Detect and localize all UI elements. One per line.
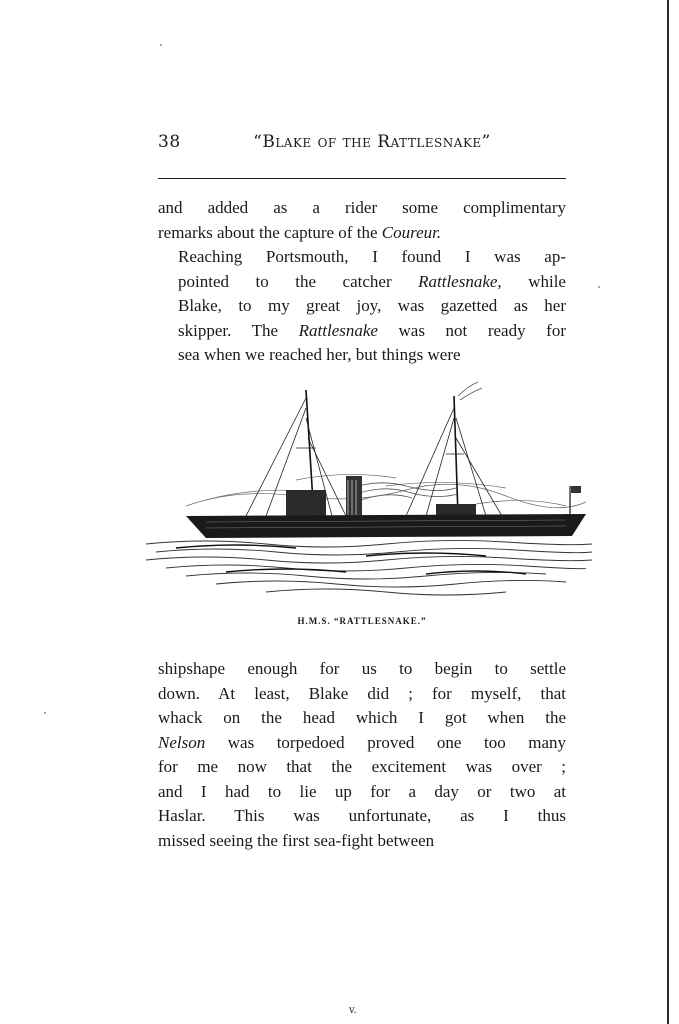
paper-speck — [44, 712, 46, 714]
text-line: pointed to the catcher Rattlesnake, while — [178, 271, 566, 291]
text-line: remarks about the capture of the Coureur. — [158, 222, 442, 242]
page-number: 38 — [158, 132, 181, 152]
paper-speck — [160, 44, 162, 46]
text-line: Reaching Portsmouth, I found I was ap- — [178, 247, 566, 266]
text-line: Blake, to my great joy, was gazetted as her — [178, 296, 566, 315]
paper-speck — [598, 286, 600, 288]
page-edge — [667, 0, 669, 1024]
text-line: Haslar. This was unfortunate, as I thus — [158, 806, 566, 825]
italic-text: Rattlesnake, — [418, 271, 502, 291]
paragraph — [158, 657, 566, 853]
header-rule — [158, 178, 566, 179]
text-line: sea when we reached her, but things were — [178, 345, 461, 364]
italic-text: Coureur. — [381, 222, 442, 242]
text-line: and I had to lie up for a day or two at — [158, 781, 566, 801]
ship-illustration — [146, 378, 592, 600]
italic-text: Nelson — [158, 732, 206, 752]
paragraph — [158, 245, 566, 368]
signature-mark: v. — [349, 1005, 357, 1016]
text-line: skipper. The Rattlesnake was not ready for — [178, 320, 566, 340]
text-line: Nelson was torpedoed proved one too many — [158, 732, 566, 752]
text-line: and added as a rider some complimentary — [158, 198, 566, 217]
running-title: “Blake of the Rattlesnake” — [253, 132, 491, 152]
text-line: down. At least, Blake did ; for myself, that — [158, 683, 566, 703]
illustration-caption: H.M.S. “RATTLESNAKE.” — [297, 616, 427, 626]
text-line: for me now that the excitement was over ; — [158, 757, 566, 776]
text-block-top — [158, 196, 566, 368]
text-line: whack on the head which I got when the — [158, 708, 566, 727]
ship-drawing — [146, 378, 592, 600]
running-header — [158, 132, 566, 160]
paragraph — [158, 196, 566, 245]
text-block-bottom — [158, 657, 566, 853]
italic-text: Rattlesnake — [298, 320, 378, 340]
text-line: shipshape enough for us to begin to settle — [158, 659, 566, 678]
text-line: missed seeing the first sea-fight between — [158, 830, 435, 850]
